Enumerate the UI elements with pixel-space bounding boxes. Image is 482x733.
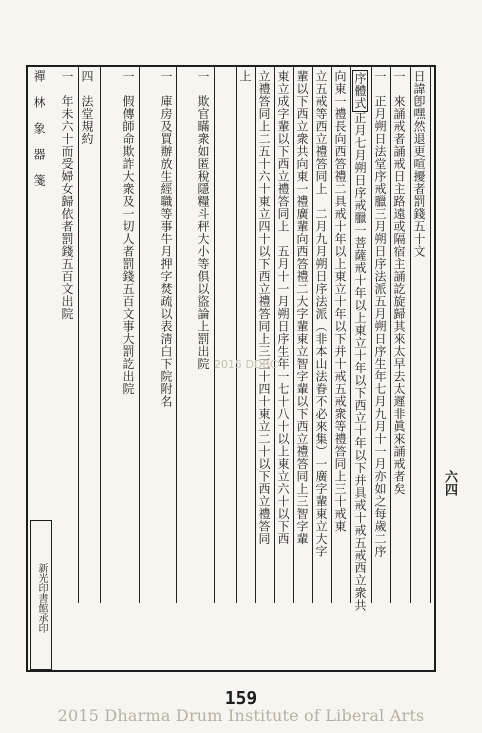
text-column-15: 一 年未六十而受婦女歸依者罰錢五百文出院: [60, 70, 74, 320]
column-rule: [274, 67, 275, 603]
text-column-11: 一 欺官瞞衆如匿稅隱糧斗秤大小等俱以盜論上罰出院: [196, 70, 210, 370]
column-rule: [350, 67, 351, 603]
text-column-5: 向東一禮長向西答禮二具戒十年以上東立十年以下并十戒五戒衆等禮答同上三十戒東: [333, 70, 347, 533]
text-column-6: 立五戒等西立禮答同上 二月九月朔日序法派（非本山法眷不必來集）一廣字輩東立大字: [314, 70, 328, 558]
side-page-label: 六四: [442, 470, 457, 496]
text-column-12: 一 庫房及買辦放生經職等事牛月押字焚疏以表淸白下院附名: [159, 70, 173, 408]
text-column-4: 序體式正月七月朔日序戒臘一菩薩戒十年以上東立十年以下西立十年以下并具戒十戒五戒西立衆共: [353, 72, 367, 612]
column-rule: [410, 67, 411, 603]
publisher-stamp: 新光印書館承印: [30, 520, 52, 670]
section-badge: 序體式: [353, 72, 367, 110]
page-number: 159: [224, 688, 258, 709]
column-rule: [78, 67, 79, 603]
column-rule: [390, 67, 391, 603]
column-rule: [100, 67, 101, 603]
text-column-7: 輩以下西立衆共向東一禮廣輩向西答禮二大字輩東立智字輩以下西立禮答同上三智字輩: [295, 70, 309, 545]
column-rule: [312, 67, 313, 603]
text-column-14: 四 法堂規約: [80, 70, 94, 145]
column-rule: [236, 67, 237, 603]
column-rule: [371, 67, 372, 603]
text-column-10: 上: [238, 70, 252, 83]
running-title: 禪 林 象 器 箋: [32, 70, 46, 186]
column-rule: [255, 67, 256, 603]
text-column-2: 一 來誦戒者誦戒日主路遠或隔宿主誦訖旋歸其來太早去太遲非眞來誦戒者矣: [392, 70, 406, 495]
text-column-9: 立禮答同上二五十六十東立四十以下西立禮答同上三三十四十東立二十以下西立禮答同: [257, 70, 271, 545]
column-rule: [293, 67, 294, 603]
column-rule: [214, 67, 215, 603]
text-column-13: 一 假傳師命欺詐大衆及一切人者罰錢五百文事大罰訖出院: [121, 70, 135, 395]
text-column-1: 日諱卽嘿然退更喧擾者罰錢五十文: [412, 70, 426, 258]
column-rule: [176, 67, 177, 603]
column-rule: [331, 67, 332, 603]
column-rule: [139, 67, 140, 603]
footer-watermark: 2015 Dharma Drum Institute of Liberal Arts: [57, 706, 425, 725]
column-rule: [430, 67, 431, 603]
text-column-3: 一 正月朔日法堂序戒臘三月朔日序法派五月朔日序生年七月九月十一月亦如之每歲二序: [373, 70, 387, 558]
center-watermark: 2015 DDBC: [214, 358, 278, 371]
text-column-8: 東立成字輩以下西立禮答同上 五月十一月朔日序生年一七十八十以上東立六十以下西: [276, 70, 290, 545]
